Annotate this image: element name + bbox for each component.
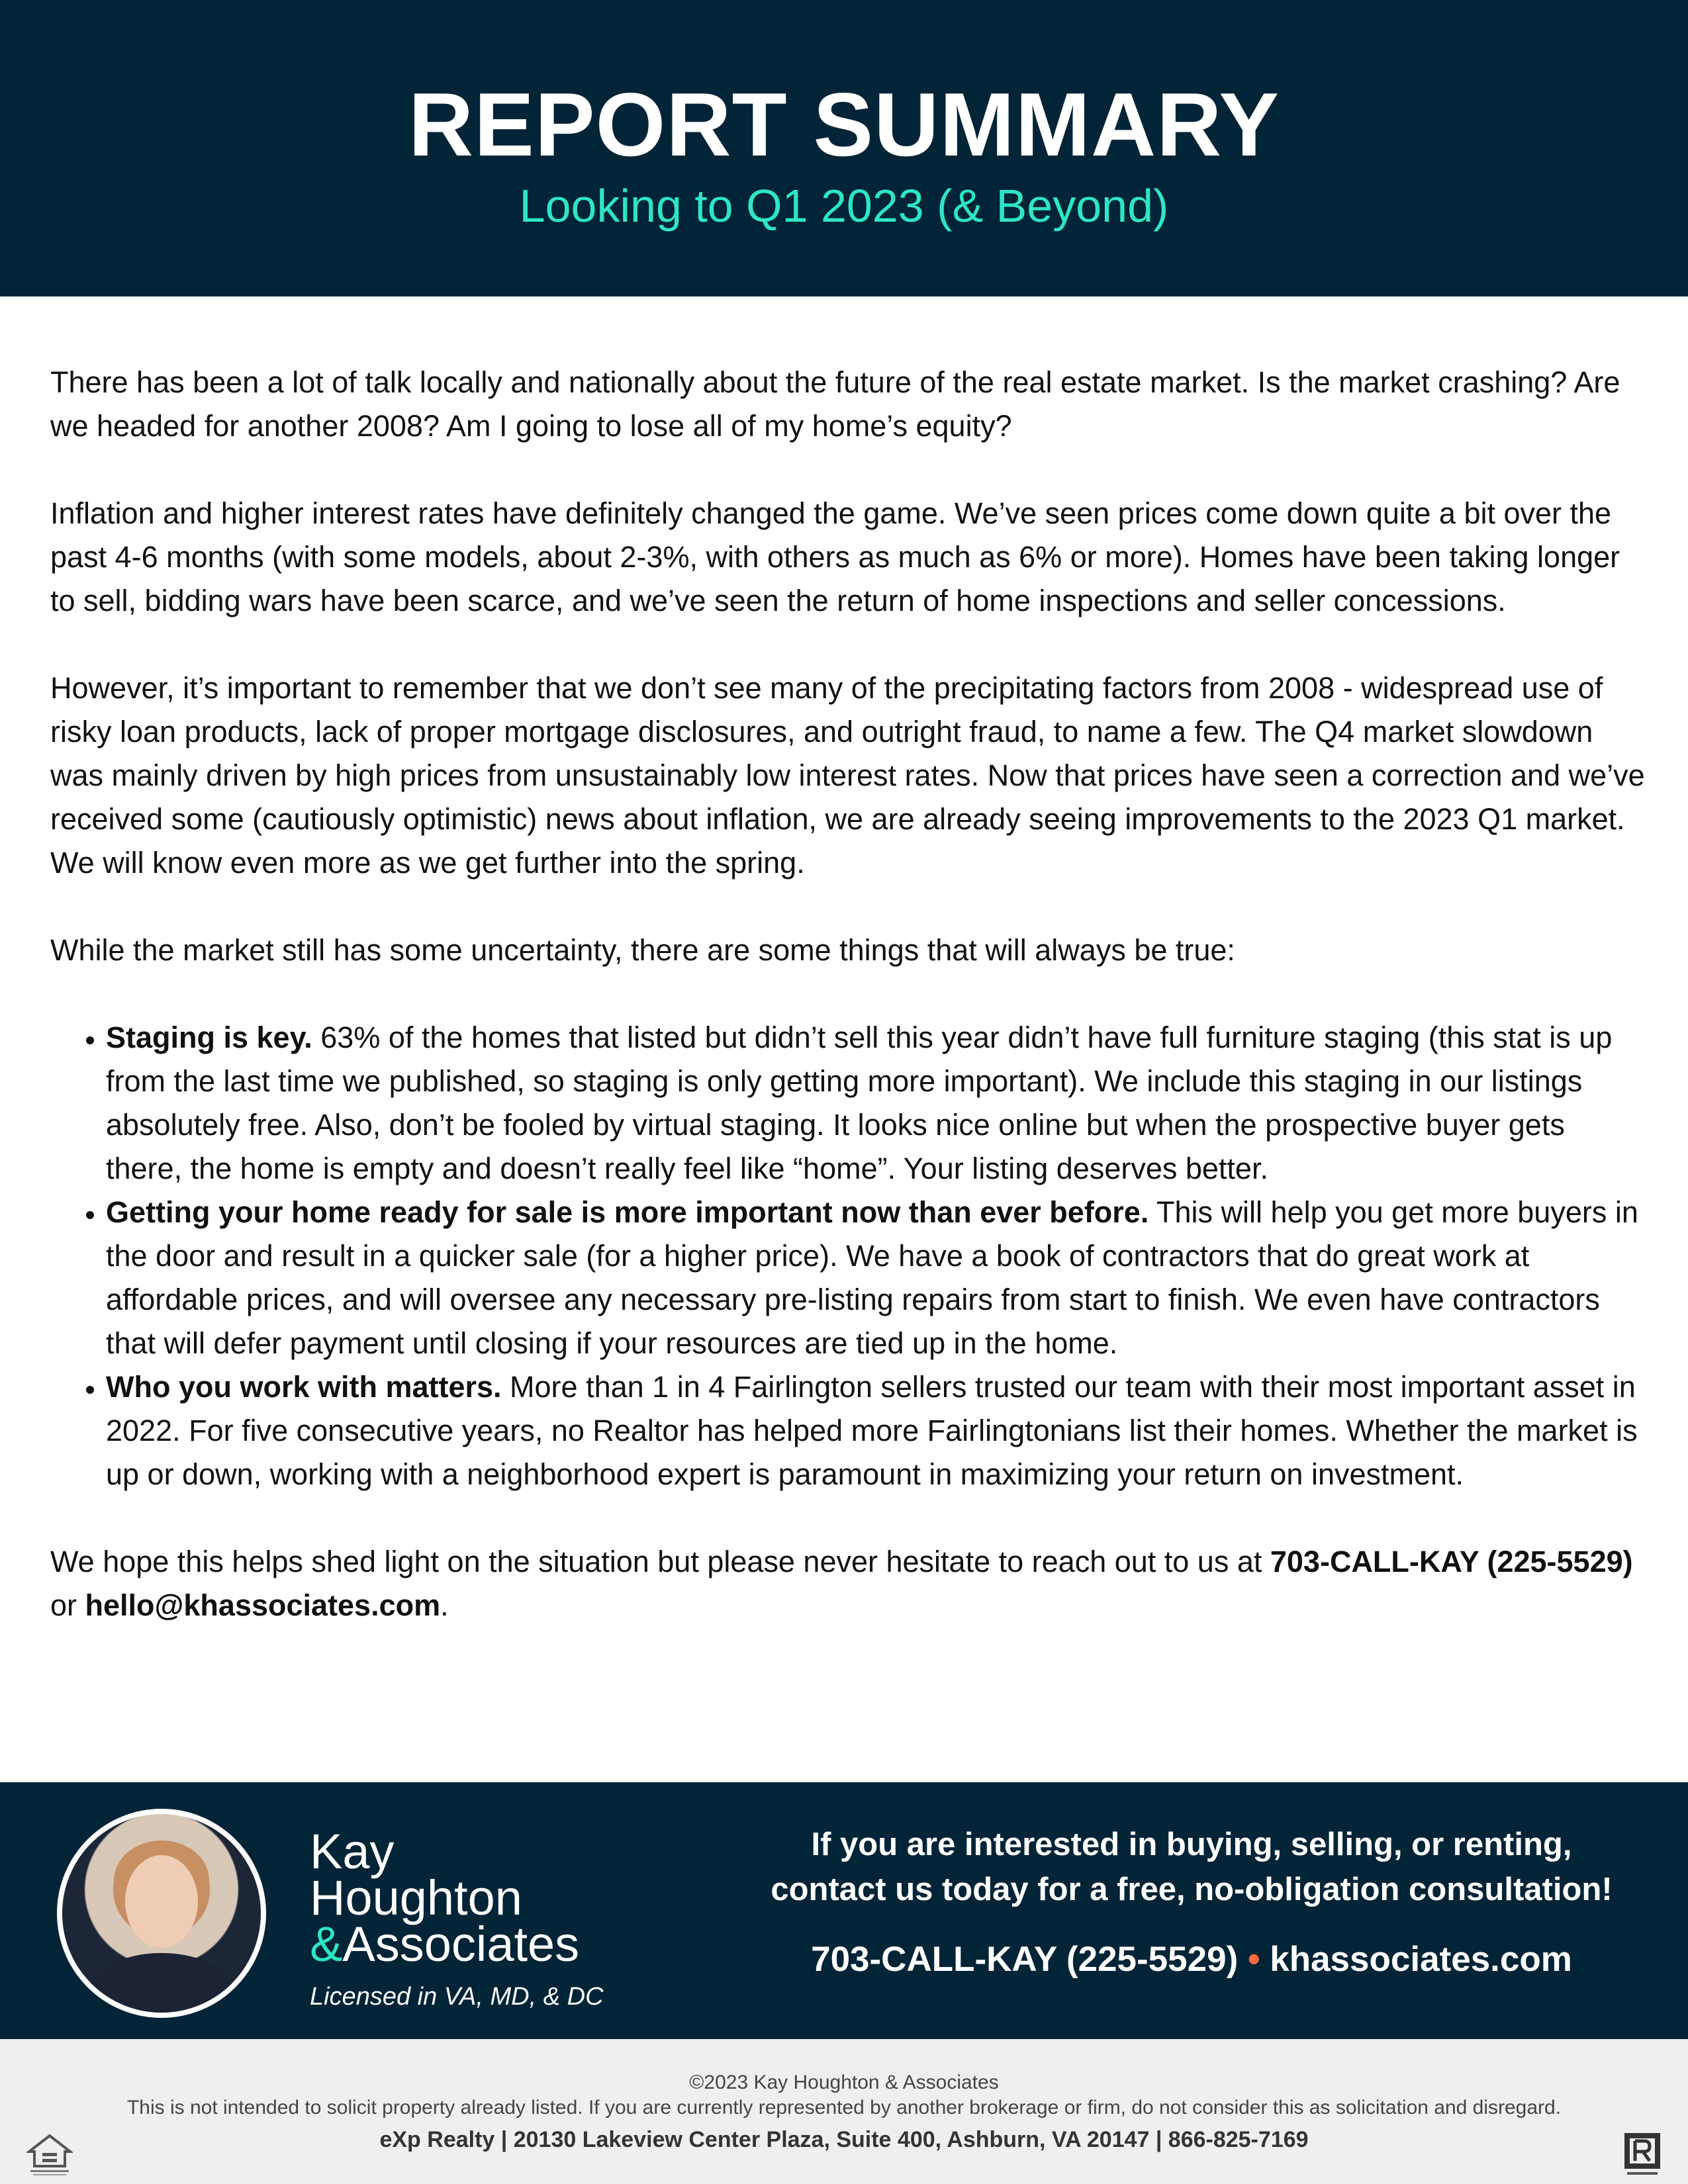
avatar-body bbox=[89, 1953, 234, 2018]
paragraph-truths-intro: While the market still has some uncertainty, there are some things that will always be true: bbox=[50, 933, 1235, 967]
legal-footer bbox=[0, 2039, 1688, 2184]
bullet-text: This will help you get more buyers in the door and result in a quicker sale (for a higher price). We have a book of contractors that do great work at affordable prices, and will oversee any necessary pre-listing repairs from start to finish. We even have contractors that will defer payment until closing if your resources are tied up in the home. bbox=[106, 1195, 1638, 1360]
closing-or: or bbox=[50, 1588, 85, 1622]
list-item bbox=[106, 1365, 1646, 1496]
list-item bbox=[106, 1016, 1646, 1191]
closing-period: . bbox=[440, 1588, 449, 1622]
bullet-text: More than 1 in 4 Fairlington sellers trusted our team with their most important asset in 2022. For five consecutive years, no Realtor has helped more Fairlingtonians list their homes. Whether the market is up or down, working with a neighborhood expert is paramount in maximizing your return on investment. bbox=[106, 1370, 1638, 1491]
bullet-heading: Getting your home ready for sale is more important now than ever before. bbox=[106, 1195, 1149, 1229]
page-subtitle: Looking to Q1 2023 (& Beyond) bbox=[519, 180, 1169, 232]
paragraph-intro: There has been a lot of talk locally and nationally about the future of the real estate market. Is the market crashing? Are we headed for another 2008? Am I going to lose all of my home’s equity? bbox=[50, 365, 1620, 443]
paragraph-inflation: Inflation and higher interest rates have definitely changed the game. We’ve seen prices come down quite a bit over the past 4-6 months (with some models, about 2-3%, with others as much as 6% or more). Homes have been taking longer to sell, bidding wars have been scarce, and we’ve seen the return of home inspections and seller concessions. bbox=[50, 496, 1620, 617]
report-header bbox=[0, 0, 1688, 296]
closing-phone-link[interactable]: 703-CALL-KAY (225-5529) bbox=[1270, 1545, 1633, 1578]
bullet-text: 63% of the homes that listed but didn’t sell this year didn’t have full furniture staging (this stat is up from the last time we published, so staging is only getting more important). We include this staging in our listings absolutely free. Also, don’t be fooled by virtual staging. It looks nice online but when the prospective buyer gets there, the home is empty and doesn’t really feel like “home”. Your listing deserves better. bbox=[106, 1021, 1613, 1185]
truths-list bbox=[50, 1016, 1646, 1496]
realtor-icon bbox=[1623, 2132, 1662, 2178]
avatar-face bbox=[125, 1855, 198, 1948]
brand-line-associates bbox=[310, 1917, 604, 1972]
page-title: REPORT SUMMARY bbox=[408, 74, 1280, 175]
list-item bbox=[106, 1191, 1646, 1365]
contact-line bbox=[728, 1938, 1655, 1981]
license-note: Licensed in VA, MD, & DC bbox=[310, 1983, 604, 2011]
brand-line-houghton: Houghton bbox=[310, 1870, 522, 1925]
closing-email-link[interactable]: hello@khassociates.com bbox=[85, 1588, 441, 1622]
paragraph-closing bbox=[50, 1540, 1646, 1627]
cta-line-1: If you are interested in buying, selling, or renting, bbox=[811, 1827, 1572, 1862]
brokerage-info: eXp Realty | 20130 Lakeview Center Plaza, Suite 400, Ashburn, VA 20147 | 866-825-7169 bbox=[379, 2127, 1309, 2152]
footer-website-link[interactable]: khassociates.com bbox=[1270, 1940, 1572, 1979]
bullet-heading: Staging is key. bbox=[106, 1021, 312, 1054]
disclaimer: This is not intended to solicit property already listed. If you are currently represented by another brokerage or firm, do not consider this as solicitation and disregard. bbox=[126, 2097, 1562, 2118]
copyright: ©2023 Kay Houghton & Associates bbox=[689, 2071, 999, 2093]
bullet-heading: Who you work with matters. bbox=[106, 1370, 502, 1404]
brand-line-kay: Kay bbox=[310, 1824, 395, 1879]
agent-photo bbox=[57, 1809, 266, 2018]
cta-line-2: contact us today for a free, no-obligation consultation! bbox=[771, 1872, 1613, 1907]
brand-logo bbox=[310, 1824, 604, 2011]
report-body bbox=[50, 361, 1646, 1671]
brand-associates-text: Associates bbox=[342, 1917, 580, 1972]
closing-text: We hope this helps shed light on the situation but please never hesitate to reach out to us at bbox=[50, 1545, 1270, 1578]
paragraph-however: However, it’s important to remember that we don’t see many of the precipitating factors from 2008 - widespread use of risky loan products, lack of proper mortgage disclosures, and outright fraud, to name a few. The Q4 market slowdown was mainly driven by high prices from unsustainably low interest rates. Now that prices have seen a correction and we’ve received some (cautiously optimistic) news about inflation, we are already seeing improvements to the 2023 Q1 market. We will know even more as we get further into the spring. bbox=[50, 671, 1645, 880]
call-to-action bbox=[728, 1822, 1655, 1981]
footer-phone-link[interactable]: 703-CALL-KAY (225-5529) bbox=[811, 1940, 1239, 1979]
bullet-separator: • bbox=[1238, 1940, 1270, 1979]
brand-ampersand: & bbox=[310, 1917, 343, 1972]
contact-footer bbox=[0, 1782, 1688, 2039]
